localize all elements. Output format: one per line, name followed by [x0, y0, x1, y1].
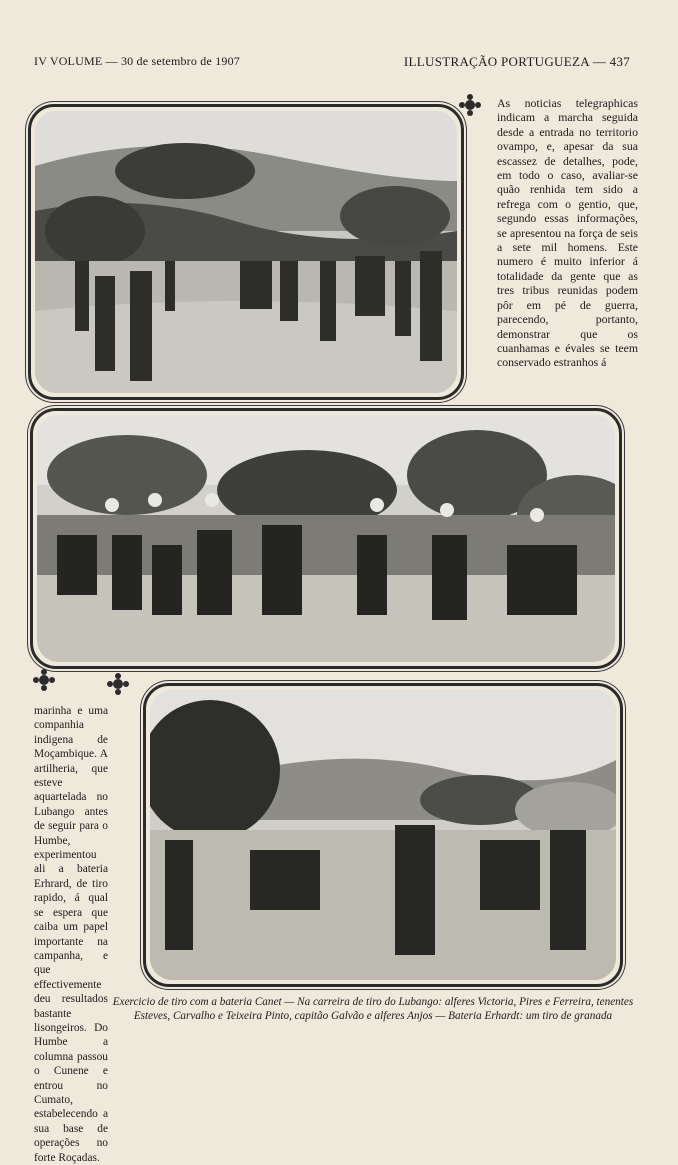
- page-header-title-page-number: ILLUSTRAÇÃO PORTUGUEZA — 437: [403, 54, 630, 69]
- page-header-volume-date: IV VOLUME — 30 de setembro de 1907: [34, 54, 240, 68]
- flower-ornament-icon: [106, 672, 130, 696]
- photo-frame-bottom: [143, 683, 623, 987]
- photo-artillery-firing: [150, 690, 616, 980]
- photo-mounted-officers: [37, 415, 615, 662]
- article-text-top-right: As noticias telegraphicas indicam a marcha seguida desde a entrada no territorio ovampo, e, apesar da sua escassez de detalhes, pode, em todo o caso, avaliar-se quão renhida tem sido a refrega com o gentio, que, segundo essas informações, se apresentou na força de seis a sete mil homens. Este numero é muito inferior á totalidade da gente que as tres tribus reunidas podem pôr em pé de guerra, parecendo, portanto, demonstrar que os cuanhamas e évales se teem conservado estranhos á: [497, 96, 638, 370]
- article-text-bottom-left: marinha e uma companhia indigena de Moçambique. A artilheria, que esteve aquartelada no Lubango antes de seguir para o Humbe, experimentou ali a bateria Erhrard, de tiro rapido, á qual se espera que caiba um papel importante na campanha, e que effectivemente deu resultados bastante lisongeiros. Do Humbe a columna passou o Cunene e entrou no Cumato, estabelecendo a sua base de operações no forte Roçadas.: [34, 705, 108, 1164]
- photo-troops-on-road: [35, 111, 457, 393]
- photo-frame-top: [28, 104, 464, 400]
- flower-ornament-icon: [458, 93, 482, 117]
- photo-frame-middle: [30, 408, 622, 669]
- photo-caption: Exercicio de tiro com a bateria Canet — Na carreira de tiro do Lubango: alferes Victoria, Pires e Ferreira, tenentes Esteves, Carvalho e Teixeira Pinto, capitão Galvão e alferes Anjos — Bateria Erhardt: um tiro de granada: [112, 996, 634, 1022]
- flower-ornament-icon: [32, 668, 56, 692]
